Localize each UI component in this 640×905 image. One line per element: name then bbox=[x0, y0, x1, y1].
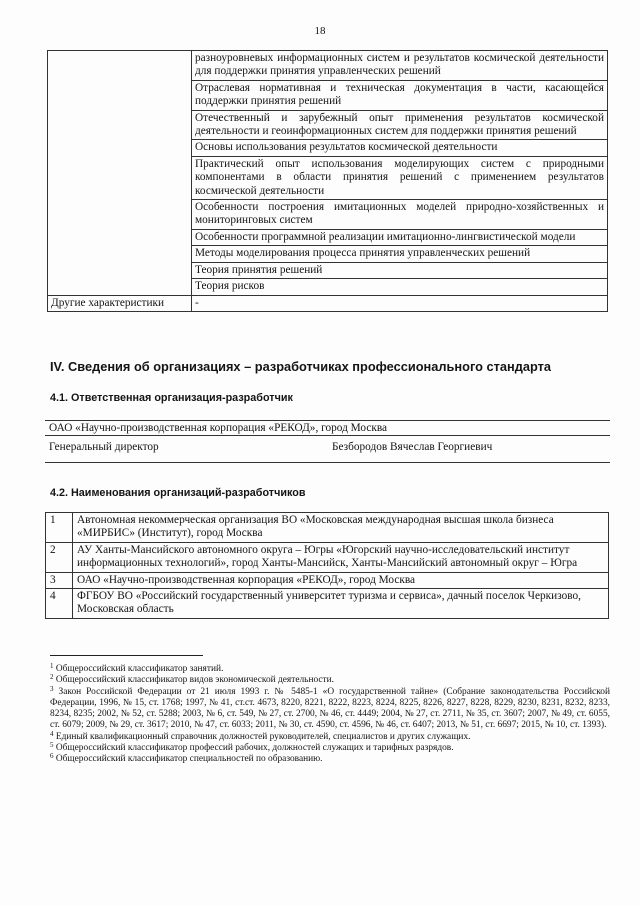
org-name: АУ Ханты-Мансийского автономного округа – Югры «Югорский научно-исследовательский институт информационных технологий», город Ханты-Мансийск, Ханты-Мансийский автономный округ – Югра bbox=[73, 542, 609, 572]
footnote-marker: 1 bbox=[50, 662, 54, 670]
footnote-marker: 4 bbox=[50, 729, 54, 738]
director-position: Генеральный директор bbox=[49, 441, 159, 453]
table-row bbox=[46, 572, 609, 588]
footnote-divider bbox=[50, 655, 203, 656]
footnote-text: Общероссийский классификатор специальностей по образованию. bbox=[55, 754, 323, 765]
knowledge-item: Теория рисков bbox=[192, 279, 608, 295]
subsection-title-developers: 4.2. Наименования организаций-разработчиков bbox=[50, 487, 306, 499]
responsible-organization-name: ОАО «Научно-производственная корпорация «РЕКОД», город Москва bbox=[45, 420, 610, 436]
knowledge-item: Практический опыт использования моделирующих систем с природными компонентами в области принятия решений с применением результатов космической деятельности bbox=[192, 156, 608, 199]
org-name: ФГБОУ ВО «Российский государственный университет туризма и сервиса», дачный поселок Черкизово, Московская область bbox=[73, 589, 609, 619]
knowledge-item: разноуровневых информационных систем и результатов космической деятельности для поддержки принятия управленческих решений bbox=[192, 51, 608, 81]
knowledge-item: Отечественный и зарубежный опыт применения результатов космической деятельности и геоинформационных систем для поддержки принятия решений bbox=[192, 110, 608, 140]
director-name: Безбородов Вячеслав Георгиевич bbox=[332, 441, 493, 453]
footnote-marker: 5 bbox=[50, 741, 54, 750]
knowledge-item: Основы использования результатов космической деятельности bbox=[192, 140, 608, 156]
footnote bbox=[50, 743, 610, 754]
org-number: 4 bbox=[46, 589, 73, 619]
subsection-title-responsible: 4.1. Ответственная организация-разработчик bbox=[50, 392, 293, 404]
knowledge-item: Отраслевая нормативная и техническая документация в части, касающейся поддержки принятия решений bbox=[192, 80, 608, 110]
footnote bbox=[50, 684, 610, 732]
footnote-text: Общероссийский классификатор занятий. bbox=[55, 664, 224, 674]
responsible-organization-block bbox=[45, 420, 610, 463]
knowledge-item: Методы моделирования процесса принятия управленческих решений bbox=[192, 246, 608, 262]
table-row bbox=[48, 295, 608, 311]
table-row bbox=[48, 51, 608, 81]
footnote-marker: 3 bbox=[50, 684, 54, 693]
org-name: Автономная некоммерческая организация ВО «Московская международная высшая школа бизнеса «МИРБИС» (Институт), город Москва bbox=[73, 513, 609, 543]
required-knowledge-table bbox=[47, 50, 608, 312]
other-characteristics-label: Другие характеристики bbox=[48, 295, 192, 311]
table-row bbox=[46, 513, 609, 543]
knowledge-item: Особенности программной реализации имитационно-лингвистической модели bbox=[192, 229, 608, 245]
footnote bbox=[50, 675, 610, 686]
org-number: 3 bbox=[46, 572, 73, 588]
org-number: 2 bbox=[46, 542, 73, 572]
other-characteristics-value: - bbox=[192, 295, 608, 311]
org-name: ОАО «Научно-производственная корпорация «РЕКОД», город Москва bbox=[73, 572, 609, 588]
footnote bbox=[50, 729, 610, 743]
knowledge-item: Особенности построения имитационных моделей природно-хозяйственных и мониторинговых систем bbox=[192, 200, 608, 230]
footnote-text: Единый квалификационный справочник должностей руководителей, специалистов и других служащих. bbox=[55, 731, 471, 742]
footnote-text: Закон Российской Федерации от 21 июля 1993 г. № 5485-1 «О государственной тайне» (Собрание законодательства Российской Федерации, 1996, № 15, ст. 1768; 1997, № 41, ст.ст. 4673, 8220, 8221, 8222, 8223, 8224, 8225, 8226, 8227, 8228, 8229, 8230, 8231, 8232, 8233, 8234, 8235; 2002, № 52, ст. 5288; 2003, № 6, ст. 549, № 27, ст. 2700, № 46, ст. 4449; 2004, № 27, ст. 2711, № 35, ст. 3607; 2007, № 49, ст. 6055, ст. 6079; 2009, № 29, ст. 3617; 2010, № 47, ст. 6033; 2011, № 30, ст. 4590, ст. 4596, № 46, ст. 6407; 2013, № 51, ст. 6697; 2015, № 10, ст. 1393). bbox=[50, 686, 610, 731]
empty-label-cell bbox=[48, 51, 192, 296]
table-row bbox=[46, 589, 609, 619]
footnote-text: Общероссийский классификатор профессий рабочих, должностей служащих и тарифных разрядов. bbox=[55, 743, 454, 754]
director-row bbox=[45, 436, 610, 463]
footnote-text: Общероссийский классификатор видов экономической деятельности. bbox=[55, 675, 335, 686]
section-title: IV. Сведения об организациях – разработчиках профессионального стандарта bbox=[50, 359, 551, 374]
org-number: 1 bbox=[46, 513, 73, 543]
knowledge-item: Теория принятия решений bbox=[192, 262, 608, 278]
table-row bbox=[46, 542, 609, 572]
footnote-marker: 6 bbox=[50, 752, 54, 761]
footnotes bbox=[50, 664, 610, 766]
page-number: 18 bbox=[314, 25, 326, 37]
footnote-marker: 2 bbox=[50, 673, 54, 682]
developer-organizations-table bbox=[45, 512, 609, 619]
footnote bbox=[50, 754, 610, 765]
footnote bbox=[50, 664, 610, 675]
